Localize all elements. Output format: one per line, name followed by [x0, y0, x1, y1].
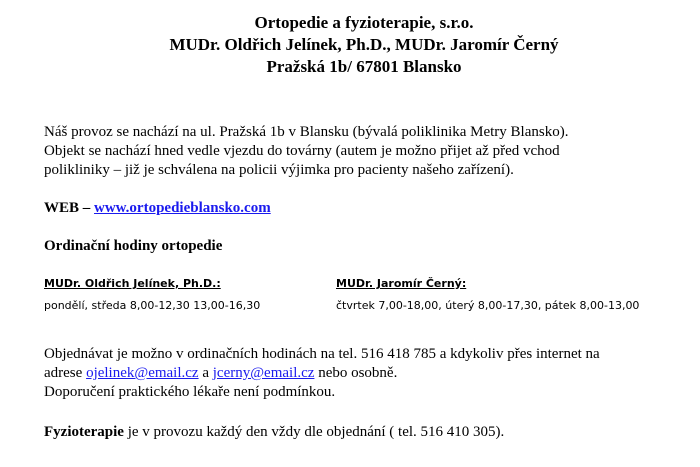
booking-line-2: [44, 364, 600, 383]
intro-line-1: Náš provoz se nachází na ul. Pražská 1b v Blansku (bývalá poliklinika Metry Blansko).: [44, 124, 569, 140]
booking-prefix: adrese: [44, 365, 87, 381]
booking-suffix: nebo osobně.: [314, 365, 398, 381]
physio-text: je v provozu každý den vždy dle objednání ( tel. 516 410 305).: [123, 424, 505, 440]
physio-label: Fyzioterapie: [44, 424, 124, 440]
intro-line-3: polikliniky – již je schválena na policii výjimka pro pacienty našeho zařízení).: [44, 162, 514, 178]
doctor1-schedule: pondělí, středa 8,00-12,30 13,00-16,30: [44, 299, 261, 312]
hours-title: Ordinační hodiny ortopedie: [44, 238, 223, 254]
web-label: WEB –: [44, 200, 95, 216]
booking-mid: a: [198, 365, 213, 381]
intro-paragraph: [44, 123, 568, 180]
booking-line-1: Objednávat je možno v ordinačních hodinách na tel. 516 418 785 a kdykoliv přes internet na: [44, 346, 600, 362]
email-cerny-link[interactable]: jcerny@email.cz: [212, 365, 315, 381]
doctor1-name: MUDr. Oldřich Jelínek, Ph.D.:: [44, 277, 221, 290]
physio-line: [44, 423, 504, 442]
web-line: [44, 199, 271, 218]
doctor2-name: MUDr. Jaromír Černý:: [336, 277, 467, 290]
website-link[interactable]: www.ortopedieblansko.com: [94, 200, 271, 216]
doctors-names: MUDr. Oldřich Jelínek, Ph.D., MUDr. Jaromír Černý: [169, 35, 559, 54]
clinic-header: [0, 12, 700, 78]
booking-line-3: Doporučení praktického lékaře není podmínkou.: [44, 384, 336, 400]
doctor2-schedule: čtvrtek 7,00-18,00, úterý 8,00-17,30, pátek 8,00-13,00: [336, 299, 640, 312]
clinic-address: Pražská 1b/ 67801 Blansko: [266, 57, 462, 76]
email-jelinek-link[interactable]: ojelinek@email.cz: [86, 365, 199, 381]
booking-paragraph: [44, 345, 600, 402]
clinic-name: Ortopedie a fyzioterapie, s.r.o.: [254, 13, 474, 32]
intro-line-2: Objekt se nachází hned vedle vjezdu do továrny (autem je možno přijet až před vchod: [44, 143, 560, 159]
